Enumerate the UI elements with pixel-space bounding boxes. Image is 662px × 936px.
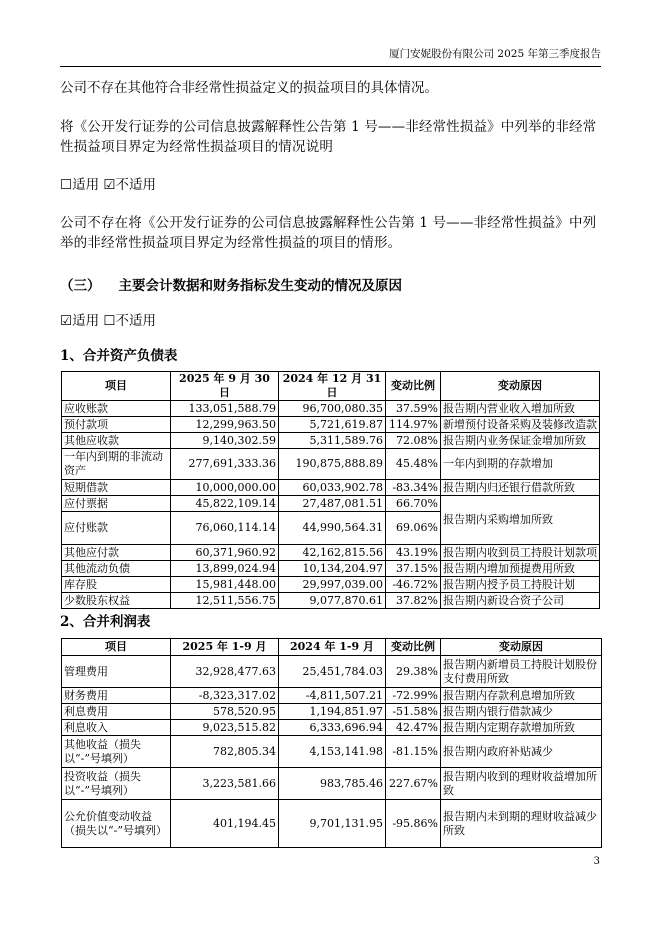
value-cell: 3,223,581.66 [171,768,279,800]
value-cell: 4,153,141.98 [279,736,386,768]
item-cell: 利息收入 [62,720,171,736]
header-title: 厦门安妮股份有限公司 2025 年第三季度报告 [389,48,601,60]
value-cell: 60,033,902.78 [279,480,386,496]
reason-cell: 报告期内收到员工持股计划款项 [441,545,600,561]
change-cell: 37.59% [386,401,441,417]
value-cell: 1,194,851.97 [279,704,386,720]
value-cell: 578,520.95 [171,704,279,720]
header-cell: 变动原因 [441,372,600,401]
table-row [62,433,600,449]
value-cell: 76,060,114.14 [171,512,279,545]
table-row [62,593,600,609]
reason-cell: 报告期内新设合资子公司 [441,593,600,609]
table-row [62,688,602,704]
reason-cell: 报告期内归还银行借款所致 [441,480,600,496]
reason-cell: 报告期内定期存款增加所致 [441,720,602,736]
item-cell: 少数股东权益 [62,593,171,609]
header-cell: 2024 年 12 月 31 日 [279,372,386,401]
change-cell: 72.08% [386,433,441,449]
reason-cell: 报告期内授予员工持股计划 [441,577,600,593]
item-cell: 管理费用 [62,656,171,688]
table-row [62,417,600,433]
reason-cell: 报告期内政府补贴减少 [441,736,602,768]
value-cell: 29,997,039.00 [279,577,386,593]
item-cell: 应付票据 [62,496,171,512]
item-cell: 应付账款 [62,512,171,545]
change-cell: -81.15% [386,736,441,768]
item-cell: 应收账款 [62,401,171,417]
header-cell: 变动原因 [441,639,602,656]
item-cell: 其他应付款 [62,545,171,561]
header-cell: 变动比例 [386,372,441,401]
table-row [62,656,602,688]
reason-cell: 报告期内银行借款减少 [441,704,602,720]
change-cell: 69.06% [386,512,441,545]
value-cell: 9,701,131.95 [279,800,386,848]
value-cell: 12,299,963.50 [171,417,279,433]
change-cell: -46.72% [386,577,441,593]
table-row [62,561,600,577]
change-cell: -51.58% [386,704,441,720]
item-cell: 公允价值变动收益（损失以“-”号填列） [62,800,171,848]
value-cell: 96,700,080.35 [279,401,386,417]
item-cell: 财务费用 [62,688,171,704]
value-cell: 42,162,815.56 [279,545,386,561]
header-cell: 项目 [62,639,171,656]
table-row [62,577,600,593]
value-cell: 10,000,000.00 [171,480,279,496]
table-row [62,449,600,480]
value-cell: 190,875,888.89 [279,449,386,480]
value-cell: 27,487,081.51 [279,496,386,512]
table-row [62,704,602,720]
item-cell: 一年内到期的非流动资产 [62,449,171,480]
change-cell: 45.48% [386,449,441,480]
section-title: 主要会计数据和财务指标发生变动的情况及原因 [118,278,402,294]
reason-cell: 报告期内营业收入增加所致 [441,401,600,417]
value-cell: 15,981,448.00 [171,577,279,593]
reason-cell: 报告期内业务保证金增加所致 [441,433,600,449]
value-cell: 12,511,556.75 [171,593,279,609]
value-cell: 9,140,302.59 [171,433,279,449]
balance-sheet-table [61,371,600,609]
item-cell: 利息费用 [62,704,171,720]
header-cell: 项目 [62,372,171,401]
item-cell: 投资收益（损失以“-”号填列） [62,768,171,800]
item-cell: 短期借款 [62,480,171,496]
value-cell: 6,333,696.94 [279,720,386,736]
value-cell: -4,811,507.21 [279,688,386,704]
change-cell: 37.82% [386,593,441,609]
reason-cell: 报告期内未到期的理财收益减少所致 [441,800,602,848]
item-cell: 库存股 [62,577,171,593]
income-statement-table [61,638,602,848]
change-cell: 227.67% [386,768,441,800]
table-row [62,545,600,561]
value-cell: 10,134,204.97 [279,561,386,577]
reason-cell: 报告期内存款利息增加所致 [441,688,602,704]
item-cell: 其他应收款 [62,433,171,449]
value-cell: 401,194.45 [171,800,279,848]
item-cell: 其他收益（损失以“-”号填列） [62,736,171,768]
table-header-row [62,639,602,656]
value-cell: 32,928,477.63 [171,656,279,688]
balance-sheet-title: 1、合并资产负债表 [60,348,178,364]
table-row [62,496,600,512]
table-row [62,480,600,496]
value-cell: 782,805.34 [171,736,279,768]
income-statement-title: 2、合并利润表 [60,614,151,630]
value-cell: 277,691,333.36 [171,449,279,480]
section-heading [60,276,402,296]
change-cell: -72.99% [386,688,441,704]
value-cell: 13,899,024.94 [171,561,279,577]
reason-cell: 报告期内收到的理财收益增加所致 [441,768,602,800]
change-cell: -83.34% [386,480,441,496]
header-cell: 2024 年 1-9 月 [279,639,386,656]
reason-cell: 报告期内新增员工持股计划股份支付费用所致 [441,656,602,688]
change-cell: 114.97% [386,417,441,433]
value-cell: 5,311,589.76 [279,433,386,449]
paragraph-1: 公司不存在其他符合非经常性损益定义的损益项目的具体情况。 [60,80,438,96]
change-cell: 42.47% [386,720,441,736]
header-cell: 2025 年 1-9 月 [171,639,279,656]
table-row [62,736,602,768]
reason-cell-merged: 报告期内采购增加所致 [441,496,600,545]
table-row [62,720,602,736]
header-cell: 变动比例 [386,639,441,656]
header-cell: 2025 年 9 月 30 日 [171,372,279,401]
value-cell: 60,371,960.92 [171,545,279,561]
value-cell: -8,323,317.02 [171,688,279,704]
item-cell: 其他流动负债 [62,561,171,577]
value-cell: 5,721,619.87 [279,417,386,433]
value-cell: 9,077,870.61 [279,593,386,609]
paragraph-2: 将《公开发行证券的公司信息披露解释性公告第 1 号——非经常性损益》中列举的非经常性损益项目界定为经常性损益项目的情况说明 [60,119,597,155]
change-cell: 29.38% [386,656,441,688]
value-cell: 983,785.46 [279,768,386,800]
paragraph-3: 公司不存在将《公开发行证券的公司信息披露解释性公告第 1 号——非经常性损益》中列举的非经常性损益项目界定为经常性损益的项目的情形。 [60,215,597,251]
value-cell: 9,023,515.82 [171,720,279,736]
table-row [62,401,600,417]
applicability-checkbox-2: ☑适用 ☐不适用 [60,313,156,329]
section-number: （三） [60,278,101,294]
value-cell: 45,822,109.14 [171,496,279,512]
value-cell: 44,990,564.31 [279,512,386,545]
page-header [60,40,601,67]
value-cell: 25,451,784.03 [279,656,386,688]
change-cell: 43.19% [386,545,441,561]
item-cell: 预付款项 [62,417,171,433]
change-cell: 37.15% [386,561,441,577]
table-row [62,800,602,848]
reason-cell: 一年内到期的存款增加 [441,449,600,480]
change-cell: 66.70% [386,496,441,512]
reason-cell: 报告期内增加预提费用所致 [441,561,600,577]
value-cell: 133,051,588.79 [171,401,279,417]
applicability-checkbox-1: ☐适用 ☑不适用 [60,177,156,193]
table-row [62,768,602,800]
reason-cell: 新增预付设备采购及装修改造款 [441,417,600,433]
change-cell: -95.86% [386,800,441,848]
table-header-row [62,372,600,401]
page-number: 3 [593,856,600,867]
